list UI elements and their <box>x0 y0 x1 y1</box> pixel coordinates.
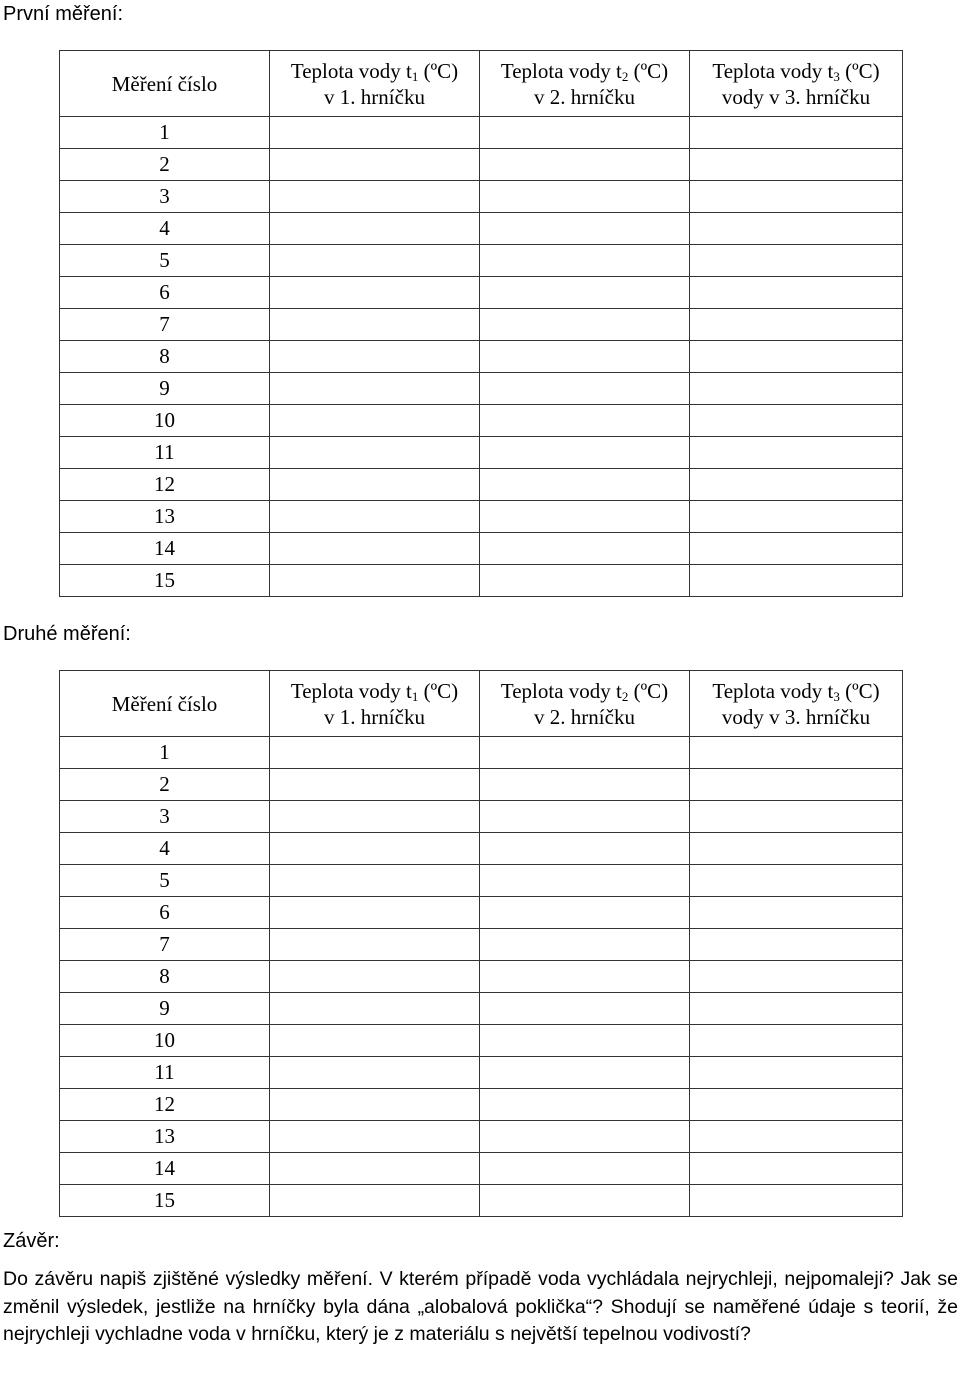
measurement-number: 5 <box>60 245 270 277</box>
temp-cell-mug-2[interactable] <box>480 245 690 277</box>
temp-cell-mug-1[interactable] <box>270 373 480 405</box>
table-header-row <box>60 51 903 117</box>
measurement-number: 6 <box>60 897 270 929</box>
measurement-number: 3 <box>60 801 270 833</box>
temp-cell-mug-3[interactable] <box>690 961 903 993</box>
table-row <box>60 437 903 469</box>
measurement-number: 1 <box>60 117 270 149</box>
measurement-number: 3 <box>60 181 270 213</box>
measurement-number: 7 <box>60 929 270 961</box>
table-row <box>60 1121 903 1153</box>
header-temp-mug-2: Teplota vody $t_2$ (ºC) v 2. hrníčku <box>480 51 690 117</box>
table-row <box>60 993 903 1025</box>
measurement-number: 11 <box>60 1057 270 1089</box>
measurement-table-second <box>59 670 903 1217</box>
temp-cell-mug-1[interactable] <box>270 1121 480 1153</box>
temp-cell-mug-3[interactable] <box>690 501 903 533</box>
table-header-row <box>60 671 903 737</box>
temp-cell-mug-2[interactable] <box>480 117 690 149</box>
temp-cell-mug-2[interactable] <box>480 373 690 405</box>
measurement-number: 8 <box>60 341 270 373</box>
table-row <box>60 245 903 277</box>
table-row <box>60 1025 903 1057</box>
temp-cell-mug-1[interactable] <box>270 1089 480 1121</box>
measurement-number: 14 <box>60 1153 270 1185</box>
header-temp-mug-3: Teplota vody $t_3$ (ºC) vody v 3. hrníčku <box>690 51 903 117</box>
temp-cell-mug-2[interactable] <box>480 1121 690 1153</box>
table-row <box>60 1057 903 1089</box>
temp-cell-mug-3[interactable] <box>690 341 903 373</box>
temp-cell-mug-1[interactable] <box>270 245 480 277</box>
temp-cell-mug-3[interactable] <box>690 213 903 245</box>
table-row <box>60 801 903 833</box>
temp-cell-mug-1[interactable] <box>270 469 480 501</box>
temp-cell-mug-1[interactable] <box>270 117 480 149</box>
temp-cell-mug-3[interactable] <box>690 1057 903 1089</box>
table-row <box>60 769 903 801</box>
header-temp-mug-1: Teplota vody $t_1$ (ºC) v 1. hrníčku <box>270 671 480 737</box>
temp-cell-mug-1[interactable] <box>270 437 480 469</box>
temp-cell-mug-2[interactable] <box>480 277 690 309</box>
measurement-number: 10 <box>60 1025 270 1057</box>
measurement-number: 14 <box>60 533 270 565</box>
temp-cell-mug-2[interactable] <box>480 1153 690 1185</box>
table-row <box>60 929 903 961</box>
table-row <box>60 1185 903 1217</box>
section-heading-second: Druhé měření: <box>3 623 131 645</box>
table-row <box>60 501 903 533</box>
temp-cell-mug-2[interactable] <box>480 961 690 993</box>
header-measurement-number: Měření číslo <box>60 51 270 117</box>
temp-cell-mug-2[interactable] <box>480 341 690 373</box>
table-row <box>60 117 903 149</box>
temp-cell-mug-3[interactable] <box>690 737 903 769</box>
table-row <box>60 1089 903 1121</box>
temp-cell-mug-3[interactable] <box>690 833 903 865</box>
temp-cell-mug-1[interactable] <box>270 865 480 897</box>
temp-cell-mug-2[interactable] <box>480 309 690 341</box>
table-row <box>60 469 903 501</box>
temp-cell-mug-3[interactable] <box>690 929 903 961</box>
temp-cell-mug-1[interactable] <box>270 181 480 213</box>
measurement-number: 2 <box>60 149 270 181</box>
temp-cell-mug-2[interactable] <box>480 405 690 437</box>
measurement-table-first <box>59 50 903 597</box>
header-temp-mug-2: Teplota vody $t_2$ (ºC) v 2. hrníčku <box>480 671 690 737</box>
temp-cell-mug-3[interactable] <box>690 373 903 405</box>
temp-cell-mug-2[interactable] <box>480 1025 690 1057</box>
table-row <box>60 1153 903 1185</box>
temp-cell-mug-2[interactable] <box>480 1057 690 1089</box>
temp-cell-mug-2[interactable] <box>480 833 690 865</box>
temp-cell-mug-2[interactable] <box>480 897 690 929</box>
measurement-number: 15 <box>60 565 270 597</box>
header-measurement-number: Měření číslo <box>60 671 270 737</box>
temp-cell-mug-1[interactable] <box>270 501 480 533</box>
measurement-number: 4 <box>60 213 270 245</box>
temp-cell-mug-2[interactable] <box>480 1185 690 1217</box>
measurement-number: 12 <box>60 1089 270 1121</box>
temp-cell-mug-3[interactable] <box>690 245 903 277</box>
temp-cell-mug-3[interactable] <box>690 865 903 897</box>
temp-cell-mug-1[interactable] <box>270 801 480 833</box>
measurement-number: 5 <box>60 865 270 897</box>
measurement-number: 10 <box>60 405 270 437</box>
temp-cell-mug-2[interactable] <box>480 149 690 181</box>
temp-cell-mug-2[interactable] <box>480 437 690 469</box>
temp-cell-mug-3[interactable] <box>690 897 903 929</box>
table-row <box>60 961 903 993</box>
temp-cell-mug-2[interactable] <box>480 469 690 501</box>
temp-cell-mug-2[interactable] <box>480 181 690 213</box>
temp-cell-mug-3[interactable] <box>690 801 903 833</box>
temp-cell-mug-1[interactable] <box>270 149 480 181</box>
temp-cell-mug-3[interactable] <box>690 993 903 1025</box>
measurement-number: 2 <box>60 769 270 801</box>
temp-cell-mug-2[interactable] <box>480 213 690 245</box>
temp-cell-mug-3[interactable] <box>690 1153 903 1185</box>
temp-cell-mug-2[interactable] <box>480 737 690 769</box>
measurement-number: 11 <box>60 437 270 469</box>
table-row <box>60 565 903 597</box>
temp-cell-mug-3[interactable] <box>690 1025 903 1057</box>
temp-cell-mug-2[interactable] <box>480 801 690 833</box>
header-temp-mug-1: Teplota vody $t_1$ (ºC) v 1. hrníčku <box>270 51 480 117</box>
measurement-number: 8 <box>60 961 270 993</box>
temp-cell-mug-3[interactable] <box>690 437 903 469</box>
measurement-number: 7 <box>60 309 270 341</box>
temp-cell-mug-3[interactable] <box>690 117 903 149</box>
header-temp-mug-3: Teplota vody $t_3$ (ºC) vody v 3. hrníčku <box>690 671 903 737</box>
temp-cell-mug-1[interactable] <box>270 341 480 373</box>
measurement-number: 13 <box>60 1121 270 1153</box>
temp-cell-mug-1[interactable] <box>270 277 480 309</box>
table-row <box>60 897 903 929</box>
conclusion-text: Do závěru napiš zjištěné výsledky měření. V kterém případě voda vychládala nejrychleji, nejpomaleji? Jak se změnil výsledek, jestliže na hrníčky byla dána „alobalová poklička“? Shodují se naměřené údaje s teorií, že nejrychleji vychladne voda v hrníčku, který je z materiálu s největší tepelnou vodivostí? <box>3 1268 958 1345</box>
temp-cell-mug-3[interactable] <box>690 149 903 181</box>
temp-cell-mug-1[interactable] <box>270 1185 480 1217</box>
measurement-number: 9 <box>60 993 270 1025</box>
temp-cell-mug-1[interactable] <box>270 897 480 929</box>
table-row <box>60 833 903 865</box>
temp-cell-mug-1[interactable] <box>270 993 480 1025</box>
section-heading-first: První měření: <box>3 3 124 25</box>
temp-cell-mug-1[interactable] <box>270 929 480 961</box>
temp-cell-mug-1[interactable] <box>270 405 480 437</box>
temp-cell-mug-2[interactable] <box>480 929 690 961</box>
table-row <box>60 213 903 245</box>
table-row <box>60 533 903 565</box>
temp-cell-mug-3[interactable] <box>690 769 903 801</box>
temp-cell-mug-1[interactable] <box>270 833 480 865</box>
measurement-number: 13 <box>60 501 270 533</box>
table-row <box>60 865 903 897</box>
measurement-number: 6 <box>60 277 270 309</box>
temp-cell-mug-3[interactable] <box>690 405 903 437</box>
table-row <box>60 341 903 373</box>
temp-cell-mug-1[interactable] <box>270 737 480 769</box>
temp-cell-mug-1[interactable] <box>270 309 480 341</box>
temp-cell-mug-1[interactable] <box>270 769 480 801</box>
measurement-number: 4 <box>60 833 270 865</box>
temp-cell-mug-2[interactable] <box>480 769 690 801</box>
temp-cell-mug-1[interactable] <box>270 1057 480 1089</box>
table-row <box>60 405 903 437</box>
temp-cell-mug-3[interactable] <box>690 1185 903 1217</box>
table-row <box>60 737 903 769</box>
temp-cell-mug-3[interactable] <box>690 181 903 213</box>
temp-cell-mug-2[interactable] <box>480 533 690 565</box>
table-row <box>60 149 903 181</box>
temp-cell-mug-3[interactable] <box>690 309 903 341</box>
table-row <box>60 309 903 341</box>
temp-cell-mug-3[interactable] <box>690 1121 903 1153</box>
temp-cell-mug-1[interactable] <box>270 1153 480 1185</box>
table-row <box>60 181 903 213</box>
temp-cell-mug-3[interactable] <box>690 469 903 501</box>
measurement-number: 12 <box>60 469 270 501</box>
temp-cell-mug-2[interactable] <box>480 501 690 533</box>
temp-cell-mug-1[interactable] <box>270 213 480 245</box>
temp-cell-mug-3[interactable] <box>690 277 903 309</box>
temp-cell-mug-2[interactable] <box>480 865 690 897</box>
temp-cell-mug-2[interactable] <box>480 993 690 1025</box>
temp-cell-mug-2[interactable] <box>480 565 690 597</box>
temp-cell-mug-1[interactable] <box>270 565 480 597</box>
table-row <box>60 373 903 405</box>
temp-cell-mug-3[interactable] <box>690 533 903 565</box>
temp-cell-mug-1[interactable] <box>270 961 480 993</box>
conclusion-heading: Závěr: <box>3 1230 60 1252</box>
table-row <box>60 277 903 309</box>
temp-cell-mug-3[interactable] <box>690 565 903 597</box>
temp-cell-mug-1[interactable] <box>270 533 480 565</box>
measurement-number: 1 <box>60 737 270 769</box>
temp-cell-mug-3[interactable] <box>690 1089 903 1121</box>
measurement-number: 15 <box>60 1185 270 1217</box>
temp-cell-mug-2[interactable] <box>480 1089 690 1121</box>
temp-cell-mug-1[interactable] <box>270 1025 480 1057</box>
measurement-number: 9 <box>60 373 270 405</box>
